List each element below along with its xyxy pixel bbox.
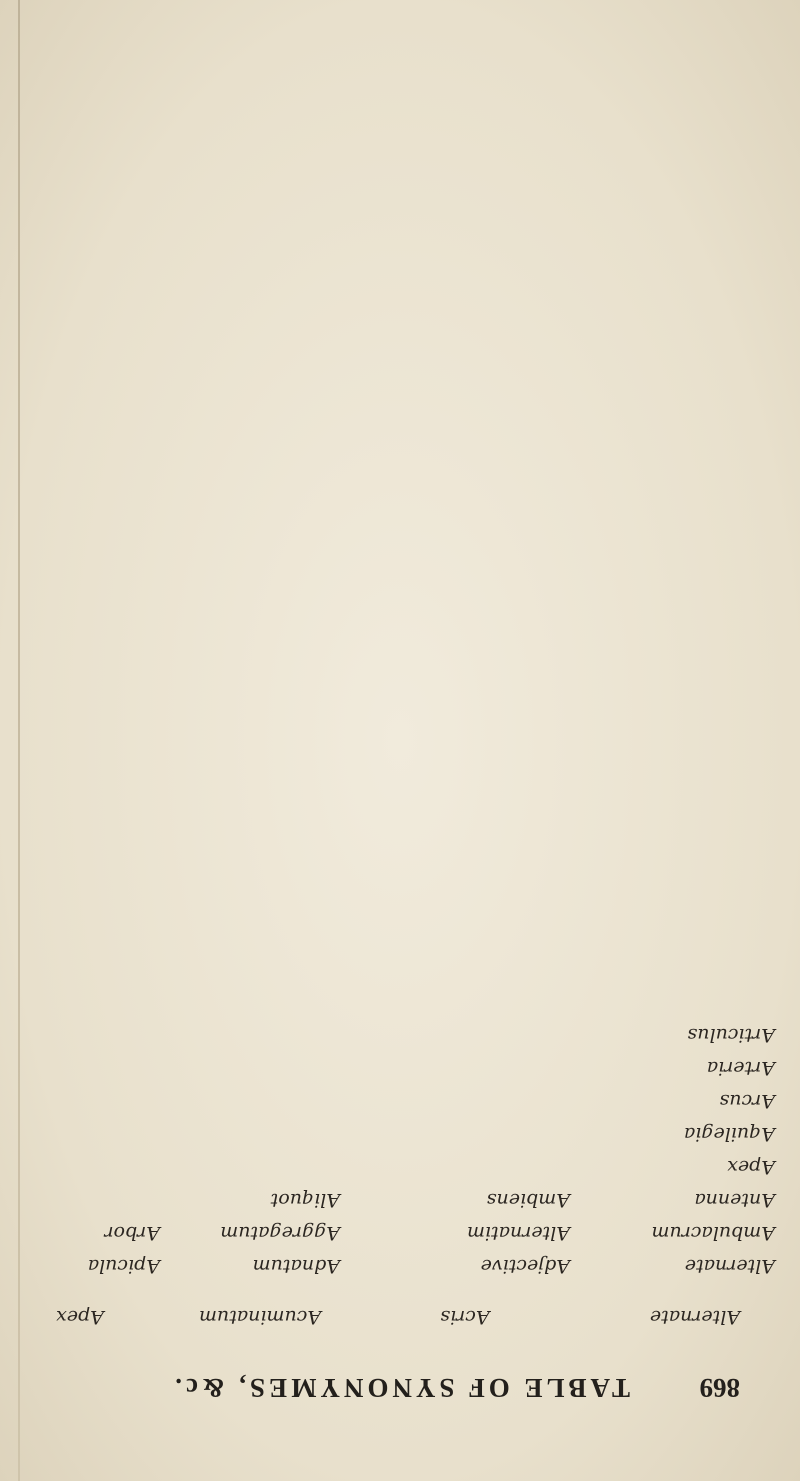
column-4-row: Apicula (87, 1255, 160, 1277)
column-2 (360, 1183, 570, 1333)
column-4-row: Arbor (104, 1222, 160, 1244)
column-1-row: Articulus (687, 1024, 775, 1046)
column-3-row: Aliquot (270, 1189, 340, 1211)
column-3-heading: Acuminatum (198, 1306, 322, 1328)
column-2-row: Adjective (480, 1255, 570, 1277)
column-2-row: Alternatim (466, 1222, 570, 1244)
column-1-row: Aquilegia (683, 1123, 775, 1145)
column-1 (615, 1018, 775, 1333)
column-3-row: Adnatum (252, 1255, 340, 1277)
column-4 (0, 1216, 160, 1333)
page-header (60, 1363, 740, 1403)
column-1-row: Antenna (694, 1189, 775, 1211)
column-2-row: Ambiens (486, 1189, 570, 1211)
column-1-heading: Alternate (649, 1306, 741, 1328)
column-1-row: Arcus (719, 1090, 775, 1112)
column-1-row: Ambulacrum (651, 1222, 775, 1244)
column-1-row: Arteria (706, 1057, 775, 1079)
column-3 (180, 1183, 340, 1333)
column-3-row: Aggregatum (220, 1222, 340, 1244)
column-2-heading: Acris (440, 1306, 490, 1328)
page-number: 869 (699, 1373, 740, 1403)
column-4-heading: Apex (56, 1306, 104, 1328)
page-title: TABLE OF SYNONYMES, &c. (171, 1373, 630, 1403)
column-1-row: Apex (727, 1156, 775, 1178)
column-1-row: Alternate (684, 1255, 775, 1277)
